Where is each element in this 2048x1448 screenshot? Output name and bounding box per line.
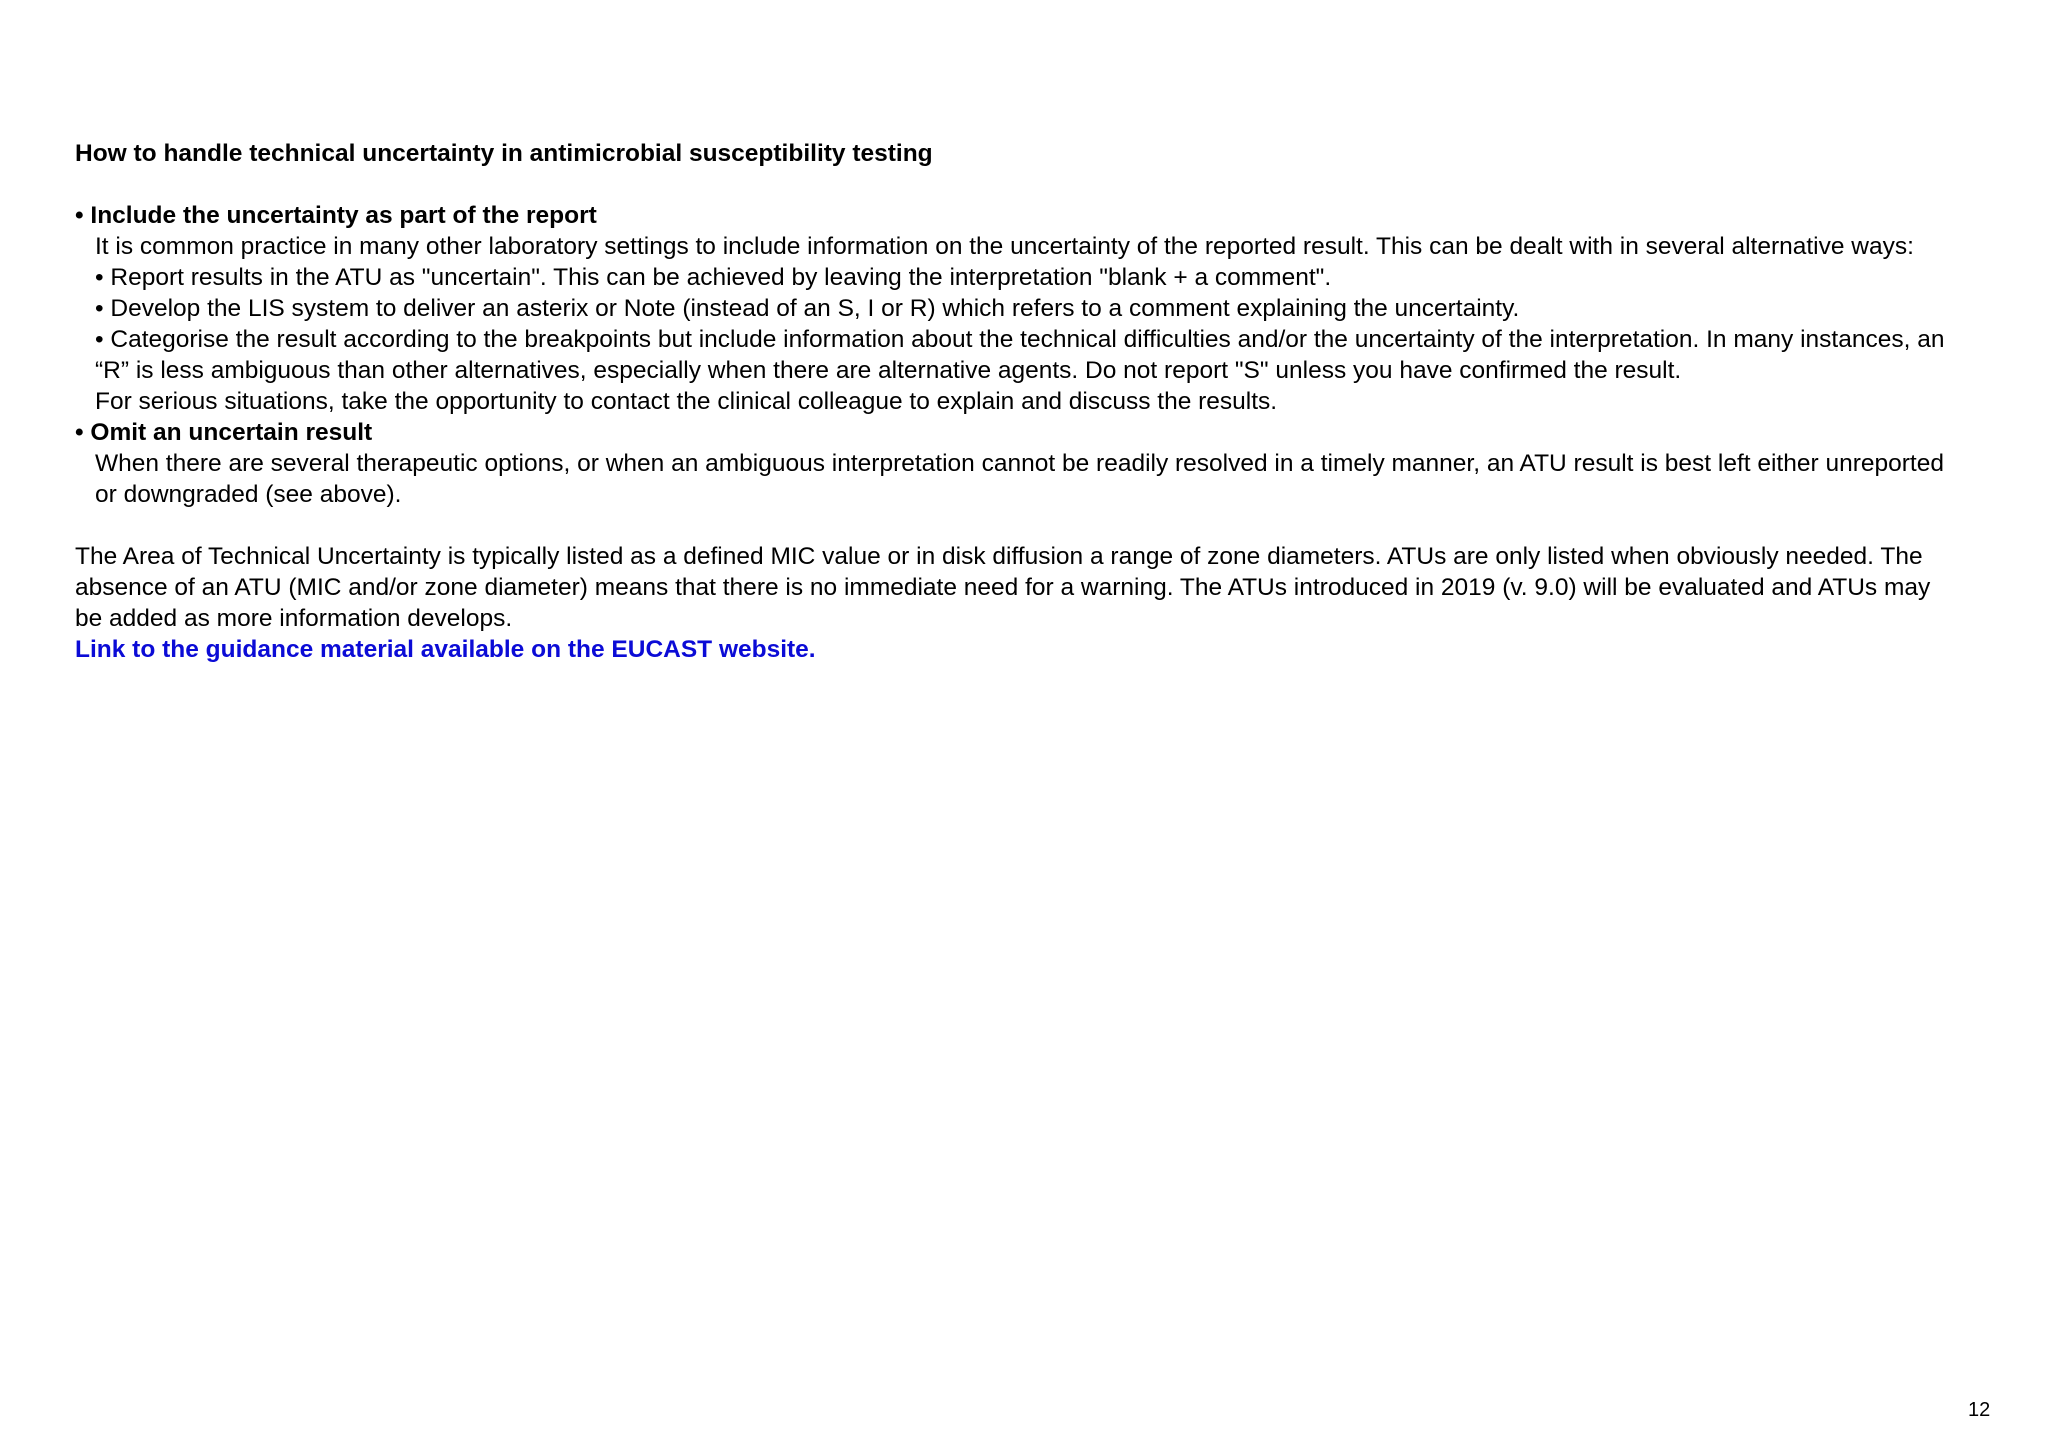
eucast-guidance-link[interactable]: Link to the guidance material available on the EUCAST website. — [75, 636, 816, 663]
list-item-continuation: “R” is less ambiguous than other alternatives, especially when there are alternative agents. Do not report "S" unless you have confirmed the result. — [95, 357, 1682, 384]
section-heading-include-uncertainty: • Include the uncertainty as part of the report — [75, 202, 597, 229]
document-title: How to handle technical uncertainty in antimicrobial susceptibility testing — [75, 140, 933, 167]
spacer — [75, 510, 1995, 541]
section-closing: For serious situations, take the opportunity to contact the clinical colleague to explain and discuss the results. — [95, 388, 1278, 415]
atu-paragraph-line: The Area of Technical Uncertainty is typically listed as a defined MIC value or in disk diffusion a range of zone diameters. ATUs are only listed when obviously needed. The — [75, 543, 1923, 570]
list-item: • Develop the LIS system to deliver an asterix or Note (instead of an S, I or R) which refers to a comment explaining the uncertainty. — [95, 295, 1520, 322]
section-text-line: When there are several therapeutic options, or when an ambiguous interpretation cannot be readily resolved in a timely manner, an ATU result is best left either unreported — [95, 450, 1944, 477]
page-number: 12 — [1968, 1399, 1991, 1421]
section-text-line: or downgraded (see above). — [95, 481, 402, 508]
atu-paragraph-line: be added as more information develops. — [75, 605, 513, 632]
list-item: • Categorise the result according to the breakpoints but include information about the technical difficulties and/or the uncertainty of the interpretation. In many instances, an — [95, 326, 1945, 353]
section-intro: It is common practice in many other laboratory settings to include information on the uncertainty of the reported result. This can be dealt with in several alternative ways: — [95, 233, 1914, 260]
document-page — [75, 138, 1995, 665]
section-heading-omit-result: • Omit an uncertain result — [75, 419, 373, 446]
atu-paragraph-line: absence of an ATU (MIC and/or zone diameter) means that there is no immediate need for a warning. The ATUs introduced in 2019 (v. 9.0) will be evaluated and ATUs may — [75, 574, 1931, 601]
spacer — [75, 169, 1995, 200]
list-item: • Report results in the ATU as "uncertain". This can be achieved by leaving the interpretation "blank + a comment". — [95, 264, 1332, 291]
